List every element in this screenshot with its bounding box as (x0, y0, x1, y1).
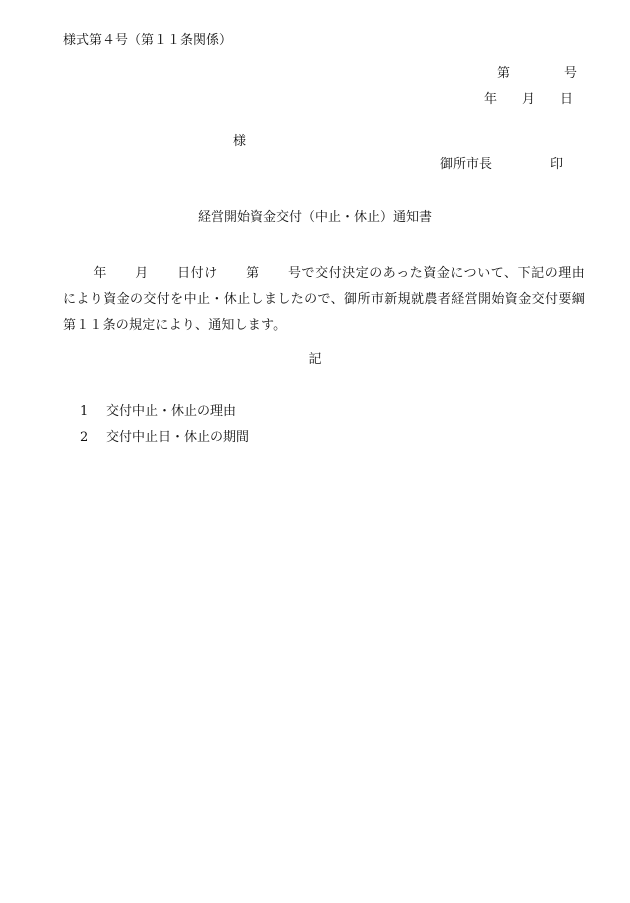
body-no-prefix: 第 (245, 266, 260, 281)
body-month: 月 (134, 266, 149, 281)
date-month: 月 (522, 92, 536, 107)
item-text: 交付中止日・休止の期間 (106, 430, 250, 445)
date-day: 日 (560, 92, 574, 107)
item-number: 1 (80, 404, 89, 419)
item-number: 2 (80, 430, 89, 445)
doc-number-suffix: 号 (564, 66, 578, 81)
document-title: 経営開始資金交付（中止・休止）通知書 (197, 210, 432, 225)
list-item (80, 403, 236, 421)
doc-number-prefix: 第 (497, 66, 511, 81)
body-rest: 号で交付決定のあった資金について、下記の理由により資金の交付を中止・休止しましたので、御所市新規就農者経営開始資金交付要綱第１１条の規定により、通知します。 (63, 266, 585, 333)
issuer-line (440, 157, 563, 173)
ki-heading: 記 (308, 352, 322, 367)
body-dated: 日付け (176, 266, 218, 281)
date-year: 年 (484, 92, 498, 107)
issuer-seal: 印 (550, 157, 564, 172)
list-item (80, 429, 249, 447)
body-paragraph (63, 261, 585, 339)
document-number-line (497, 66, 577, 82)
body-year: 年 (93, 266, 107, 281)
issuer-name: 御所市長 (440, 157, 493, 172)
form-label: 様式第４号（第１１条関係） (63, 33, 233, 48)
addressee-honorific: 様 (233, 134, 247, 149)
item-text: 交付中止・休止の理由 (106, 404, 237, 419)
date-line (484, 92, 573, 108)
